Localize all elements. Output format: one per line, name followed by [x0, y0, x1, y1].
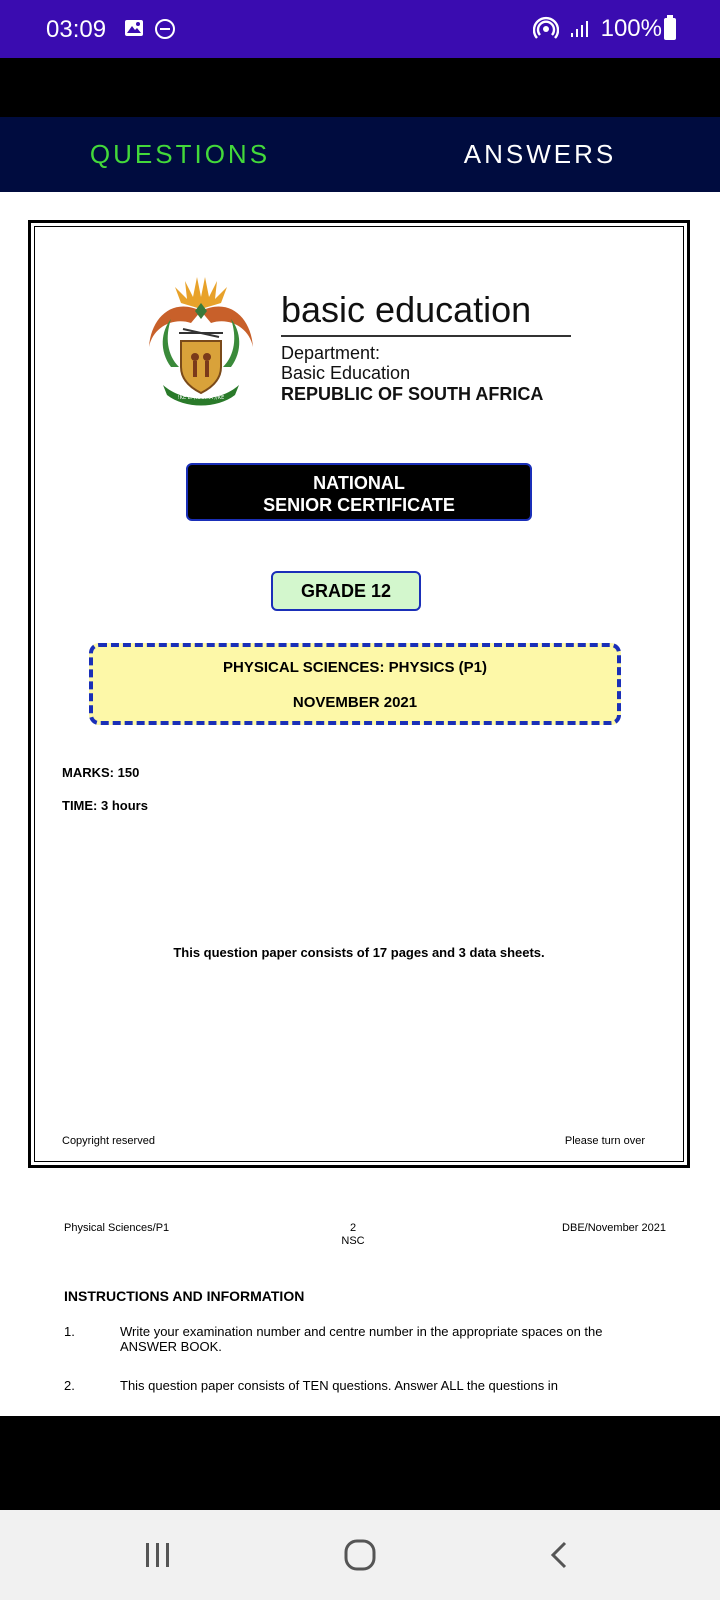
bottom-black-band [0, 1416, 720, 1510]
status-bar [0, 0, 720, 58]
copyright-note: Copyright reserved [62, 1135, 155, 1147]
subject-title: PHYSICAL SCIENCES: PHYSICS (P1) [223, 659, 487, 676]
certificate-line1: NATIONAL [313, 473, 405, 493]
image-icon [124, 18, 144, 38]
country-name: REPUBLIC OF SOUTH AFRICA [281, 384, 544, 404]
instruction-text: This question paper consists of TEN questions. Answer ALL the questions in [120, 1378, 558, 1393]
instructions-title: INSTRUCTIONS AND INFORMATION [64, 1288, 305, 1304]
subject-box [89, 643, 621, 725]
status-left-icons [124, 18, 176, 40]
marks-label: MARKS: 150 [62, 765, 140, 780]
instruction-text: Write your examination number and centre number in the appropriate spaces on the ANSWER BOOK. [120, 1324, 603, 1354]
dept-name: Basic Education [281, 363, 411, 383]
pdf-viewer[interactable] [0, 192, 720, 1416]
pdf-page-2 [28, 1192, 690, 1416]
instruction-number: 2. [64, 1378, 75, 1393]
status-time: 03:09 [46, 16, 107, 43]
time-label: TIME: 3 hours [62, 798, 148, 813]
grade-box: GRADE 12 [271, 571, 421, 611]
navigation-bar [0, 1510, 720, 1600]
back-button[interactable] [530, 1532, 590, 1578]
battery-icon [664, 18, 676, 40]
home-button[interactable] [330, 1532, 390, 1578]
turn-over-note: Please turn over [564, 1135, 645, 1147]
exam-session: NOVEMBER 2021 [292, 694, 418, 711]
brand-block [281, 289, 571, 405]
certificate-box [186, 463, 532, 521]
certificate-line2: SENIOR CERTIFICATE [263, 495, 455, 515]
hotspot-icon [533, 16, 559, 42]
home-icon [343, 1538, 377, 1572]
do-not-disturb-icon [154, 18, 176, 40]
page2-header-center [328, 1222, 378, 1248]
coat-of-arms-icon [143, 267, 259, 411]
crest-motto: !KE E: /XARRA //KE [177, 395, 225, 401]
tab-questions[interactable]: QUESTIONS [89, 139, 271, 169]
signal-icon [569, 18, 591, 40]
page-number: 2 [349, 1222, 357, 1234]
status-right [533, 15, 662, 43]
recent-apps-button[interactable] [128, 1532, 188, 1578]
tab-bar [0, 117, 720, 192]
top-black-band [0, 58, 720, 117]
page-count-note: This question paper consists of 17 pages and 3 data sheets. [173, 945, 545, 960]
recent-apps-icon [143, 1540, 173, 1570]
battery-percent: 100% [600, 15, 662, 42]
page-sub: NSC [341, 1235, 365, 1247]
dept-label: Department: [281, 343, 381, 363]
pdf-page-1 [28, 220, 690, 1168]
page2-header-right: DBE/November 2021 [562, 1222, 666, 1234]
brand-title: basic education [281, 289, 571, 337]
page2-header-left: Physical Sciences/P1 [64, 1222, 170, 1234]
instruction-number: 1. [64, 1324, 75, 1339]
back-icon [545, 1540, 575, 1570]
tab-answers[interactable]: ANSWERS [463, 139, 617, 169]
